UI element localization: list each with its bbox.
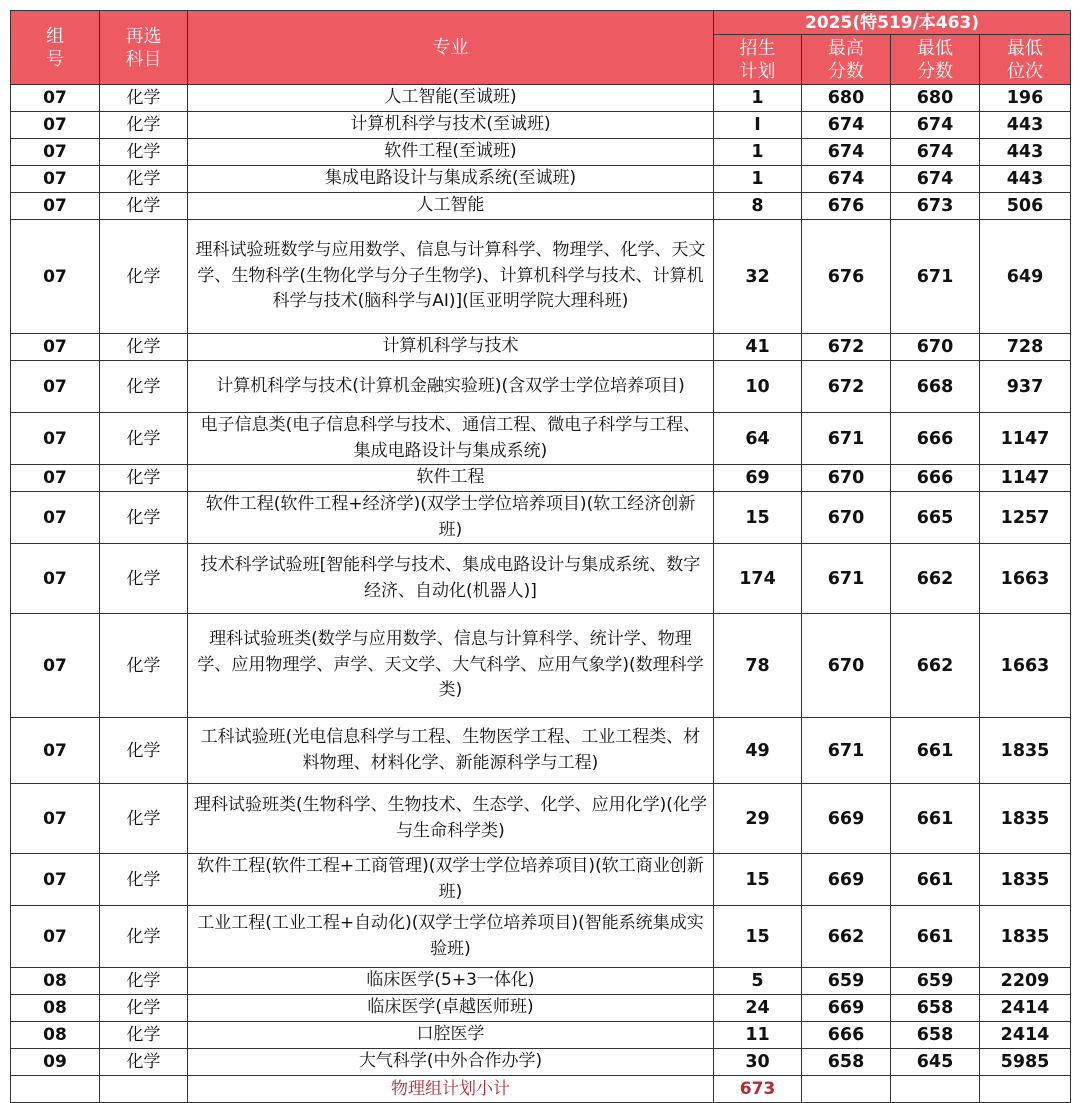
table-row [11,334,1071,361]
min-rank-cell: 649 [980,220,1071,334]
subject-cell: 化学 [100,112,188,139]
plan-cell: I [714,112,802,139]
table-row [11,193,1071,220]
min-rank-cell: 1147 [980,413,1071,465]
max-score-cell: 671 [802,718,891,784]
min-rank-cell: 1663 [980,614,1071,718]
plan-cell: 64 [714,413,802,465]
group-cell: 08 [11,968,100,995]
min-rank-cell: 2414 [980,995,1071,1022]
max-score-cell: 658 [802,1049,891,1076]
min-rank-cell: 506 [980,193,1071,220]
plan-cell: 1 [714,166,802,193]
min-score-cell: 674 [891,139,980,166]
min-rank-cell: 1663 [980,544,1071,614]
header-plan: 招生计划 [714,35,802,85]
subject-cell: 化学 [100,1049,188,1076]
group-cell: 07 [11,220,100,334]
min-score-cell: 665 [891,492,980,544]
total-empty-4 [891,1076,980,1103]
group-cell: 07 [11,906,100,968]
max-score-cell: 674 [802,166,891,193]
subject-cell: 化学 [100,906,188,968]
table-row [11,968,1071,995]
min-score-cell: 680 [891,85,980,112]
major-cell: 大气科学(中外合作办学) [188,1049,714,1076]
table-row [11,220,1071,334]
group-cell: 07 [11,544,100,614]
group-cell: 07 [11,85,100,112]
plan-cell: 8 [714,193,802,220]
min-score-cell: 671 [891,220,980,334]
group-cell: 08 [11,995,100,1022]
group-cell: 07 [11,361,100,413]
min-score-cell: 673 [891,193,980,220]
table-row [11,413,1071,465]
subject-cell: 化学 [100,334,188,361]
table-row [11,465,1071,492]
max-score-cell: 676 [802,193,891,220]
min-score-cell: 674 [891,112,980,139]
max-score-cell: 662 [802,906,891,968]
max-score-cell: 676 [802,220,891,334]
min-score-cell: 659 [891,968,980,995]
min-score-cell: 662 [891,614,980,718]
min-rank-cell: 443 [980,112,1071,139]
max-score-cell: 674 [802,139,891,166]
max-score-cell: 680 [802,85,891,112]
major-cell: 计算机科学与技术 [188,334,714,361]
total-empty-2 [100,1076,188,1103]
major-cell: 理科试验班类(生物科学、生物技术、生态学、化学、应用化学)(化学与生命科学类) [188,784,714,854]
major-cell: 集成电路设计与集成系统(至诚班) [188,166,714,193]
subject-cell: 化学 [100,193,188,220]
subject-cell: 化学 [100,413,188,465]
total-plan: 673 [714,1076,802,1103]
max-score-cell: 670 [802,492,891,544]
major-cell: 临床医学(卓越医师班) [188,995,714,1022]
group-cell: 07 [11,334,100,361]
plan-cell: 5 [714,968,802,995]
max-score-cell: 674 [802,112,891,139]
header-year: 2025(特519/本463) [714,11,1071,35]
subject-cell: 化学 [100,492,188,544]
min-score-cell: 658 [891,1022,980,1049]
max-score-cell: 672 [802,361,891,413]
subject-cell: 化学 [100,854,188,906]
major-cell: 软件工程(软件工程+工商管理)(双学士学位培养项目)(软工商业创新班) [188,854,714,906]
table-row [11,544,1071,614]
min-score-cell: 670 [891,334,980,361]
group-cell: 07 [11,413,100,465]
plan-cell: 49 [714,718,802,784]
subject-cell: 化学 [100,166,188,193]
subject-cell: 化学 [100,1022,188,1049]
subject-cell: 化学 [100,139,188,166]
min-score-cell: 645 [891,1049,980,1076]
subject-cell: 化学 [100,614,188,718]
min-rank-cell: 1147 [980,465,1071,492]
group-cell: 09 [11,1049,100,1076]
table-header [11,11,1071,85]
major-cell: 理科试验班类(数学与应用数学、信息与计算科学、统计学、物理学、应用物理学、声学、天文学、大气科学、应用气象学)(数理科学类) [188,614,714,718]
table-row [11,1049,1071,1076]
max-score-cell: 672 [802,334,891,361]
subject-cell: 化学 [100,544,188,614]
subject-cell: 化学 [100,361,188,413]
min-score-cell: 661 [891,718,980,784]
header-subject: 再选科目 [100,11,188,85]
min-score-cell: 661 [891,854,980,906]
major-cell: 电子信息类(电子信息科学与技术、通信工程、微电子科学与工程、集成电路设计与集成系统) [188,413,714,465]
min-score-cell: 661 [891,906,980,968]
min-score-cell: 661 [891,784,980,854]
max-score-cell: 671 [802,544,891,614]
min-rank-cell: 2209 [980,968,1071,995]
table-row [11,784,1071,854]
table-row [11,492,1071,544]
total-empty-5 [980,1076,1071,1103]
plan-cell: 29 [714,784,802,854]
group-cell: 08 [11,1022,100,1049]
table-row [11,718,1071,784]
major-cell: 软件工程(至诚班) [188,139,714,166]
header-group: 组号 [11,11,100,85]
major-cell: 理科试验班数学与应用数学、信息与计算科学、物理学、化学、天文学、生物科学(生物化学与分子生物学)、计算机科学与技术、计算机科学与技术(脑科学与AI)](匡亚明学院大理科班) [188,220,714,334]
group-cell: 07 [11,193,100,220]
table-row [11,85,1071,112]
plan-cell: 10 [714,361,802,413]
min-score-cell: 662 [891,544,980,614]
plan-cell: 1 [714,139,802,166]
min-rank-cell: 196 [980,85,1071,112]
min-rank-cell: 1257 [980,492,1071,544]
header-max-score: 最高分数 [802,35,891,85]
major-cell: 计算机科学与技术(至诚班) [188,112,714,139]
table-row [11,166,1071,193]
subject-cell: 化学 [100,718,188,784]
min-rank-cell: 1835 [980,906,1071,968]
min-rank-cell: 1835 [980,718,1071,784]
table-row [11,854,1071,906]
table-row [11,112,1071,139]
plan-cell: 24 [714,995,802,1022]
plan-cell: 15 [714,906,802,968]
plan-cell: 30 [714,1049,802,1076]
group-cell: 07 [11,166,100,193]
major-cell: 技术科学试验班[智能科学与技术、集成电路设计与集成系统、数字经济、自动化(机器人)] [188,544,714,614]
min-rank-cell: 443 [980,139,1071,166]
major-cell: 工业工程(工业工程+自动化)(双学士学位培养项目)(智能系统集成实验班) [188,906,714,968]
table-row [11,361,1071,413]
major-cell: 计算机科学与技术(计算机金融实验班)(含双学士学位培养项目) [188,361,714,413]
group-cell: 07 [11,112,100,139]
table-row [11,614,1071,718]
total-row [11,1076,1071,1103]
group-cell: 07 [11,465,100,492]
major-cell: 工科试验班(光电信息科学与工程、生物医学工程、工业工程类、材料物理、材料化学、新能源科学与工程) [188,718,714,784]
group-cell: 07 [11,718,100,784]
plan-cell: 15 [714,492,802,544]
major-cell: 人工智能(至诚班) [188,85,714,112]
plan-cell: 32 [714,220,802,334]
total-empty-3 [802,1076,891,1103]
table-row [11,139,1071,166]
header-min-score: 最低分数 [891,35,980,85]
table-body [11,85,1071,1103]
min-score-cell: 658 [891,995,980,1022]
subject-cell: 化学 [100,465,188,492]
plan-cell: 174 [714,544,802,614]
major-cell: 人工智能 [188,193,714,220]
table-row [11,906,1071,968]
total-label: 物理组计划小计 [188,1076,714,1103]
max-score-cell: 669 [802,784,891,854]
plan-cell: 69 [714,465,802,492]
header-min-rank: 最低位次 [980,35,1071,85]
max-score-cell: 670 [802,614,891,718]
min-rank-cell: 937 [980,361,1071,413]
min-rank-cell: 1835 [980,784,1071,854]
plan-cell: 78 [714,614,802,718]
table-row [11,995,1071,1022]
major-cell: 临床医学(5+3一体化) [188,968,714,995]
subject-cell: 化学 [100,85,188,112]
header-major: 专业 [188,11,714,85]
subject-cell: 化学 [100,995,188,1022]
max-score-cell: 669 [802,995,891,1022]
major-cell: 软件工程 [188,465,714,492]
min-rank-cell: 1835 [980,854,1071,906]
total-empty-1 [11,1076,100,1103]
admission-table [10,10,1071,1103]
max-score-cell: 671 [802,413,891,465]
plan-cell: 15 [714,854,802,906]
plan-cell: 41 [714,334,802,361]
min-score-cell: 666 [891,413,980,465]
group-cell: 07 [11,614,100,718]
major-cell: 口腔医学 [188,1022,714,1049]
group-cell: 07 [11,139,100,166]
group-cell: 07 [11,854,100,906]
max-score-cell: 670 [802,465,891,492]
min-rank-cell: 5985 [980,1049,1071,1076]
major-cell: 软件工程(软件工程+经济学)(双学士学位培养项目)(软工经济创新班) [188,492,714,544]
max-score-cell: 659 [802,968,891,995]
max-score-cell: 669 [802,854,891,906]
group-cell: 07 [11,784,100,854]
min-score-cell: 674 [891,166,980,193]
min-rank-cell: 728 [980,334,1071,361]
subject-cell: 化学 [100,968,188,995]
min-score-cell: 668 [891,361,980,413]
min-rank-cell: 443 [980,166,1071,193]
table-row [11,1022,1071,1049]
subject-cell: 化学 [100,220,188,334]
max-score-cell: 666 [802,1022,891,1049]
min-score-cell: 666 [891,465,980,492]
plan-cell: 1 [714,85,802,112]
subject-cell: 化学 [100,784,188,854]
group-cell: 07 [11,492,100,544]
plan-cell: 11 [714,1022,802,1049]
min-rank-cell: 2414 [980,1022,1071,1049]
